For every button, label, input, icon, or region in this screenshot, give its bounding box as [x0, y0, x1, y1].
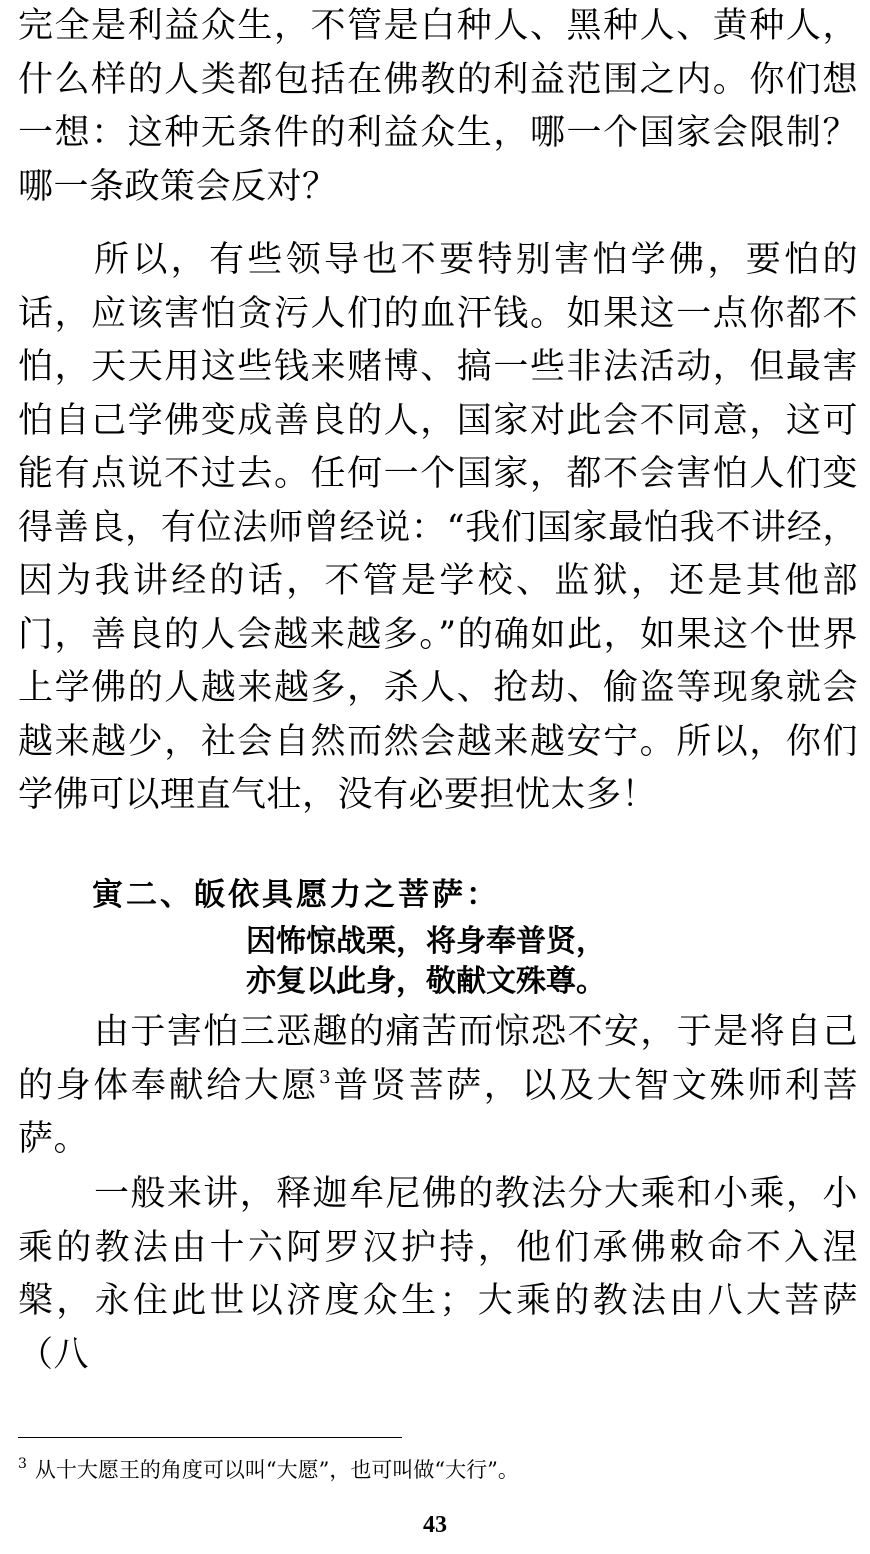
page-number: 43 [423, 1512, 447, 1538]
paragraph-3-text-b: 普贤菩萨，以及大智文殊师利菩萨。 [18, 1065, 858, 1159]
verse-line-2: 亦复以此身，敬献文殊尊。 [246, 964, 606, 999]
footnote-divider [18, 1437, 402, 1438]
paragraph-4: 一般来讲，释迦牟尼佛的教法分大乘和小乘，小乘的教法由十六阿罗汉护持，他们承佛敕命不入涅槃，永住此世以济度众生；大乘的教法由八大菩萨（八 [18, 1174, 858, 1375]
paragraph-1: 完全是利益众生，不管是白种人、黑种人、黄种人，什么样的人类都包括在佛教的利益范围之内。你们想一想：这种无条件的利益众生，哪一个国家会限制？哪一条政策会反对？ [18, 6, 858, 207]
paragraph-3-text-a: 由于害怕三恶趣的痛苦而惊恐不安，于是将自己的身体奉献给大愿 [18, 1012, 858, 1106]
paragraph-2: 所以，有些领导也不要特别害怕学佛，要怕的话，应该害怕贪污人们的血汗钱。如果这一点你都不怕，天天用这些钱来赌博、搞一些非法活动，但最害怕自己学佛变成善良的人，国家对此会不同意，这可能有点说不过去。任何一个国家，都不会害怕人们变得善良，有位法师曾经说：“我们国家最怕我不讲经，因为我讲经的话，不管是学校、监狱，还是其他部门，善良的人会越来越多。”的确如此，如果这个世界上学佛的人越来越多，杀人、抢劫、偷盗等现象就会越来越少，社会自然而然会越来越安宁。所以，你们学佛可以理直气壮，没有必要担忧太多！ [18, 240, 858, 815]
section-heading: 寅二、皈依具愿力之菩萨： [92, 877, 500, 913]
footnote-text: 从十大愿王的角度可以叫“大愿”，也可叫做“大行”。 [34, 1458, 519, 1482]
paragraph-3 [18, 1006, 858, 1167]
footnote-mark: 3 [18, 1456, 27, 1472]
footnote-reference: 3 [319, 1066, 332, 1088]
footnote [18, 1455, 519, 1485]
verse-line-1: 因怖惊战栗，将身奉普贤， [246, 924, 606, 959]
